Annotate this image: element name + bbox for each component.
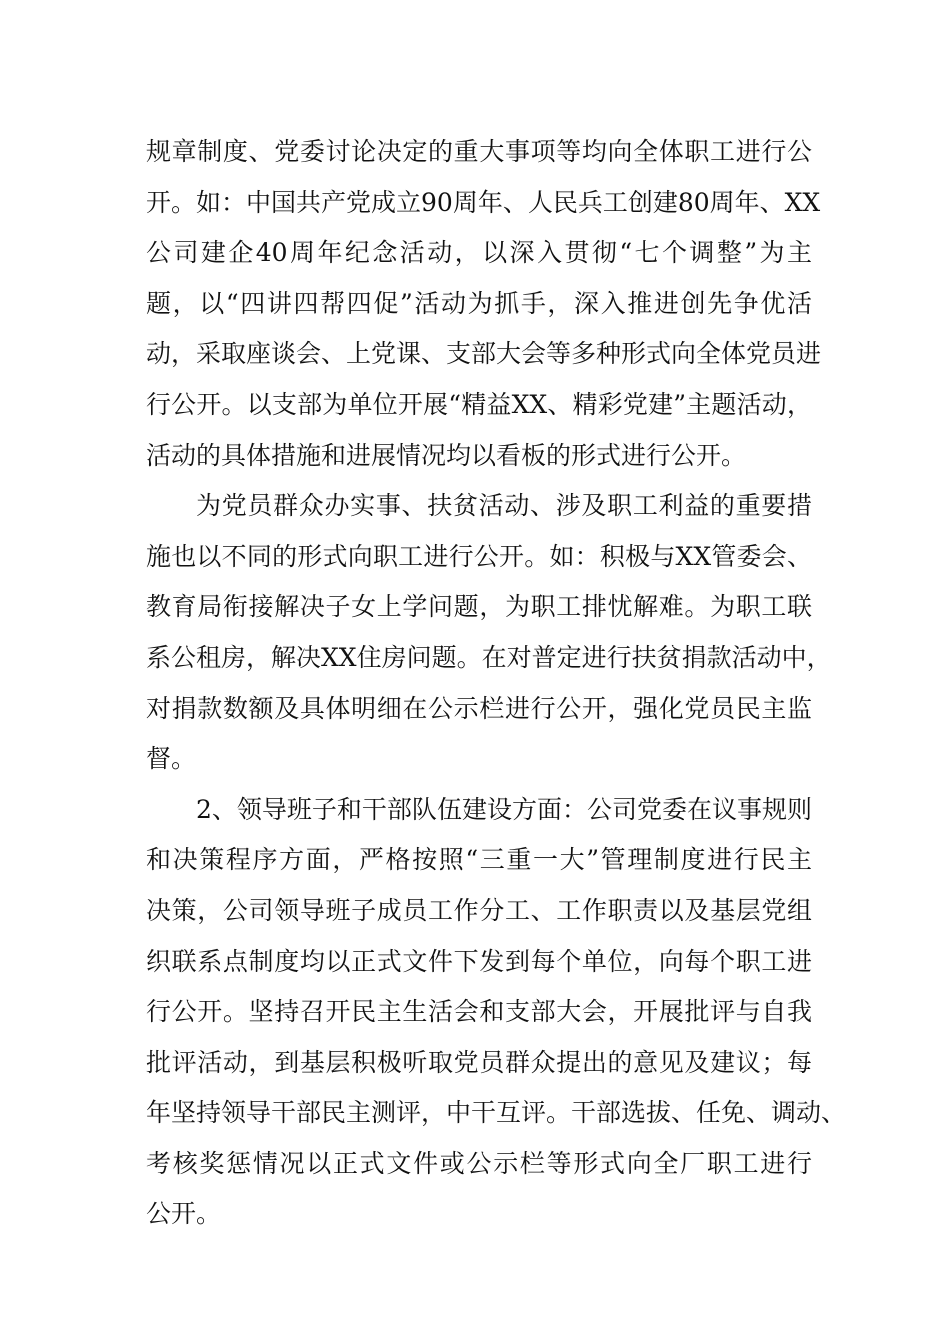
text-line: 年坚持领导干部民主测评，中干互评。干部选拔、任免、调动、 [146, 1098, 847, 1128]
text-line: 决策，公司领导班子成员工作分工、工作职责以及基层党组 [146, 895, 812, 925]
text-line: 题，以“四讲四帮四促”活动为抓手，深入推进创先争优活 [146, 288, 812, 318]
text-line: 规章制度、党委讨论决定的重大事项等均向全体职工进行公 [146, 137, 812, 166]
text-line: 行公开。以支部为单位开展“精益XX、精彩党建”主题活动， [146, 389, 812, 419]
paragraph-3 [146, 785, 847, 1240]
text-line: 公司建企40周年纪念活动，以深入贯彻“七个调整”为主 [146, 238, 812, 268]
text-line: 行公开。坚持召开民主生活会和支部大会，开展批评与自我 [146, 997, 812, 1027]
text-line: 对捐款数额及具体明细在公示栏进行公开，强化党员民主监 [146, 693, 812, 723]
text-line: 督。 [146, 744, 197, 774]
document-body [146, 127, 847, 1240]
text-line: 考核奖惩情况以正式文件或公示栏等形式向全厂职工进行 [146, 1148, 812, 1178]
text-line: 动，采取座谈会、上党课、支部大会等多种形式向全体党员进 [146, 339, 822, 369]
text-line: 施也以不同的形式向职工进行公开。如：积极与XX管委会、 [146, 541, 812, 571]
text-line: 活动的具体措施和进展情况均以看板的形式进行公开。 [146, 440, 747, 470]
text-line: 公开。 [146, 1199, 222, 1229]
text-line: 织联系点制度均以正式文件下发到每个单位，向每个职工进 [146, 946, 812, 976]
text-line: 批评活动，到基层积极听取党员群众提出的意见及建议；每 [146, 1047, 812, 1077]
paragraph-2 [146, 481, 832, 785]
text-line: 为党员群众办实事、扶贫活动、涉及职工利益的重要措 [196, 491, 812, 521]
text-line: 教育局衔接解决子女上学问题，为职工排忧解难。为职工联 [146, 592, 812, 622]
text-line: 开。如：中国共产党成立90周年、人民兵工创建80周年、XX [146, 187, 821, 217]
paragraph-1 [146, 127, 822, 481]
text-line: 2、领导班子和干部队伍建设方面：公司党委在议事规则 [196, 794, 812, 824]
text-line: 系公租房，解决XX住房问题。在对普定进行扶贫捐款活动中， [146, 642, 832, 672]
text-line: 和决策程序方面，严格按照“三重一大”管理制度进行民主 [146, 845, 812, 875]
